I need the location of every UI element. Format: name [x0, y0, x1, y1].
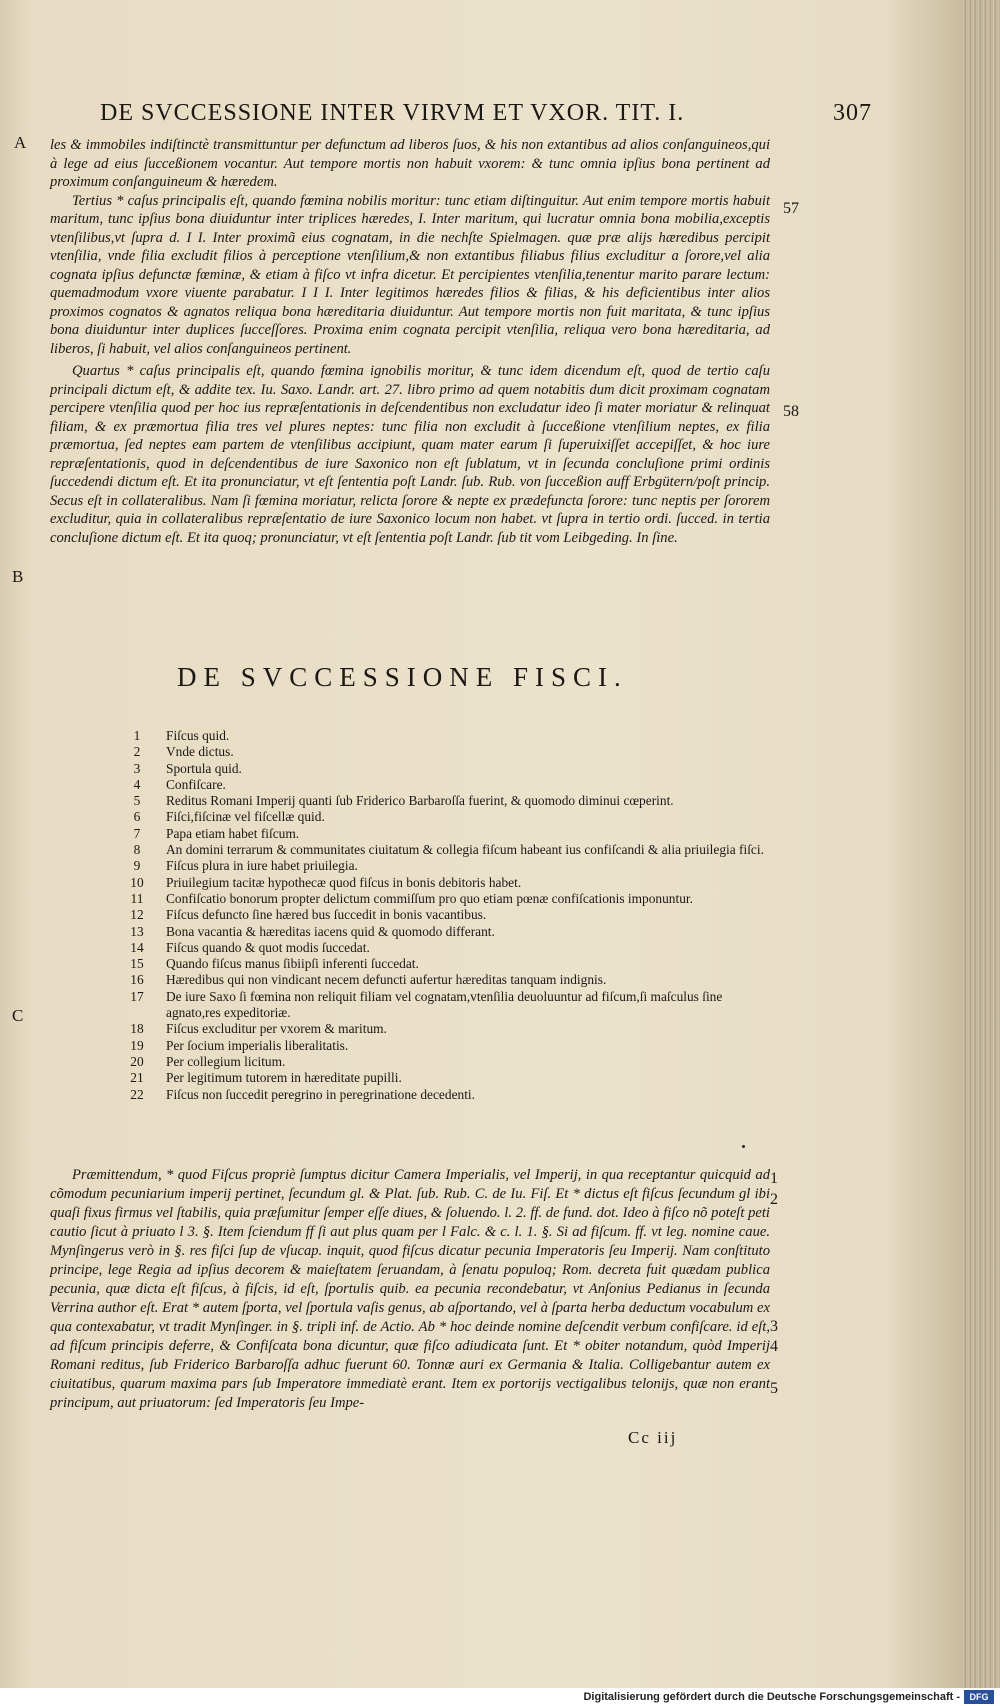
summary-number: 1 — [133, 728, 141, 743]
margin-number-57: 57 — [783, 200, 799, 217]
summary-item — [126, 826, 766, 842]
summary-item — [126, 858, 766, 874]
summary-number: 22 — [130, 1086, 144, 1102]
ink-dot — [742, 1145, 745, 1148]
margin-number-4: 4 — [770, 1338, 778, 1355]
summary-item — [126, 1087, 766, 1103]
summary-item — [126, 777, 766, 793]
summary-text: Fiſcus quando & quot modis ſuccedat. — [166, 939, 370, 955]
summary-number: 21 — [130, 1070, 144, 1086]
summary-text: Fiſcus excluditur per vxorem & maritum. — [166, 1021, 387, 1037]
summary-text: Vnde dictus. — [166, 744, 234, 760]
paragraph-tertius: Tertius * caſus principalis eſt, quando fœmina nobilis moritur: tunc etiam diſtinguitur. Aut enim tempore mortis habuit maritum, tunc ipſius bona diuiduntur inter triplices hæredes, I. Inter maritum, qui lucratur omnia bona mobilia,exceptis vtenſilibus,vt ſupra d. I I. Inter proximã eius cognatam, in die nechſte Spielmagen. quæ præ alijs hæredibus percipit vtenſilia, vnde filia excludit filios à perceptione vtenſilium,& non extantibus filiabus filius excluditur a ſorore,vel alia cognata ipſius defunctæ fœminæ, & etiam à fiſco vt infra dicetur. Et percipientes vtenſilia,tenentur marito parare lectum: quemadmodum vxore viuente parabatur. I I I. Inter legitimos hæredes filios & filias, & his deficientibus inter alios proximos cognatos & agnatos reliqua bona hæreditaria diuiduntur. Aut tempore mortis non fuit maritata, & tunc ipſius bona diuiduntur inter duplices ſucceſſores. Proxima enim cognata percipit vtenſilia, reliqua vero bona hæreditaria, ad liberos, ſi habuit, vel alios conſanguineos pertinent. — [50, 192, 770, 357]
margin-letter-b: B — [12, 567, 24, 586]
summary-number: 15 — [130, 956, 144, 972]
summary-item — [126, 956, 766, 972]
summary-number: 6 — [133, 809, 141, 825]
summary-item — [126, 744, 766, 760]
summary-number: 5 — [133, 793, 141, 809]
summary-item — [126, 761, 766, 777]
margin-number-58: 58 — [783, 403, 799, 420]
summary-number: 17 — [130, 988, 144, 1004]
lower-text — [50, 1166, 770, 1413]
summary-number: 12 — [130, 907, 144, 923]
margin-number-2: 2 — [770, 1191, 778, 1208]
summary-text: Fiſcus defuncto ſine hæred bus ſuccedit in bonis vacantibus. — [166, 907, 487, 923]
summary-item — [126, 924, 766, 940]
summary-number: 2 — [133, 744, 141, 760]
summary-item — [126, 809, 766, 825]
summary-item — [126, 1021, 766, 1037]
summary-text: Per ſocium imperialis liberalitatis. — [166, 1037, 349, 1053]
summary-number: 19 — [130, 1037, 144, 1053]
summary-text: Fiſci,fiſcinæ vel fiſcellæ quid. — [166, 809, 325, 825]
summary-text: An domini terrarum & communitates ciuitatum & collegia fiſcum habeant ius confiſcandi & alia priuilegia fiſci. — [166, 842, 764, 858]
summary-item — [126, 940, 766, 956]
summary-number: 13 — [130, 923, 144, 939]
margin-number-1: 1 — [770, 1170, 778, 1187]
summary-item — [126, 972, 766, 988]
summary-number: 10 — [130, 874, 144, 890]
summary-text: Fiſcus non ſuccedit peregrino in peregrinatione decedenti. — [166, 1086, 475, 1102]
summary-number: 8 — [133, 842, 141, 858]
summary-text: Quando fiſcus manus ſibiipſi inferenti ſuccedat. — [166, 956, 419, 972]
margin-number-3: 3 — [770, 1318, 778, 1335]
summary-text: Reditus Romani Imperij quanti ſub Friderico Barbaroſſa fuerint, & quomodo diminui cœperint. — [166, 793, 674, 809]
summary-item — [126, 891, 766, 907]
summary-number: 3 — [133, 760, 141, 776]
margin-letter-c: C — [12, 1006, 24, 1025]
summary-number: 18 — [130, 1021, 144, 1037]
summary-item — [126, 1070, 766, 1086]
footer-bar — [0, 1688, 1000, 1706]
summary-item — [126, 989, 766, 1022]
summary-item — [126, 728, 766, 744]
summary-text: Sportula quid. — [166, 760, 242, 776]
paragraph-praemittendum: Præmittendum, * quod Fiſcus propriè ſumptus dicitur Camera Imperialis, vel Imperij, in qua receptantur quicquid ad cõmodum pecuniarium imperij pertinet, ſecundum gl. & Plat. ſub. Rub. C. de Iu. Fiſ. Et * dictus eſt fiſcus ſecundum gl ibi quaſi fixus firmus vel ſtabilis, quia præſumitur ſemper eſſe diues, & ſoluendo. l. 2. ff. de fund. dot. Ideo à fiſco nõ poteſt peti cautio ſicut à priuato l 3. §. Item ſciendum ff ſi aut plus quam per l Falc. & c. l. 1. §. Si ad fiſcum. ff. vt leg. nomine caue. Mynſingerus verò in §. res fiſci ſup de vſucap. inquit, quod fiſcus dicatur pecunia Imperatoris ſeu Imperij. Nam conſtituto principe, lege Regia ad ipſius decorem & maieſtatem ſeruandam, à ſenatu populoq; Rom. decreta fuit quædam publica pecunia, quæ dicta eſt fiſcus, à fiſcis, id eſt, ſportulis quib. ea pecunia recondebatur, vt Anſonius Pedianus in ſecunda Verrina author eſt. Erat * autem ſporta, vel ſportula vaſis genus, ab aſportando, vel à ſparta herba deductum vocabulum ex qua contexabatur, vt tradit Mynſinger. in §. tripli inf. de Actio. Ab * hoc deinde nomine deſcendit verbum confiſcare. id eſt, ad fiſcum principis deferre, & Confiſcata bona dicuntur, quæ fiſco adiudicata ſunt. Et * obiter notandum, quòd Imperij Romani reditus, ſub Friderico Barbaroſſa adhuc fuerunt 60. Tonnæ auri ex Germania & Italia. Colligebantur autem ex ciuitatibus, quarum maxima pars ſub Imperatore immediatè erant. Item ex portorijs vectigalibus telonijs, quæ non erant principum, aut priuatorum: ſed Imperatoris ſeu Impe- — [50, 1167, 770, 1411]
summary-text: Fiſcus plura in iure habet priuilegia. — [166, 858, 358, 874]
paragraph-quartus: Quartus * caſus principalis eſt, quando fœmina ignobilis moritur, & tunc idem dicendum eſt, quod de tertio caſu principali dictum eſt, & addite tex. Iu. Saxo. Landr. art. 27. libro primo ad quem notabitis dum dicit proximam cognatam percipere vtenſilia quod per hoc ius repræſentationis in deſcendentibus non excludatur ideo ſi mater moriatur & relinquat filiam, & ex præmortua filia tres vel plures neptes: tunc filia non excludit à ſucceßione vtenſilium neptes, ex filia præmortua, ſed neptes eam partem de vtenſilibus accipiunt, quam mater earum ſi ſuperuixiſſet accepiſſet, & hoc iure repræſentationis, quod in deſcendentibus de iure Saxonico non eſt ſublatum, vt in ſecunda concluſione primi ordinis ſuccedendi dictum eſt. Et ita pronunciatur, vt eſt ſententia poſt Landr. ſub. Rub. von ſucceßion auff Erbgütern/poſt princip. Secus eſt in collateralibus. Nam ſi fœmina moriatur, relicta ſorore & nepte ex prædefuncta ſorore: tunc neptis per ſororem excluditur, quia in collateralibus repræſentatio de iure Saxonico locum non habet. vt ſupra in tertio ordi. ſucced. in tertia concluſione dictum eſt. Et ita quoq; pronunciatur, vt eſt ſententia poſt Landr. ſub tit vom Leibgeding. In ſine. — [50, 363, 770, 546]
summary-number: 7 — [133, 825, 141, 841]
summary-list — [126, 728, 766, 1103]
summary-text: De iure Saxo ſi fœmina non reliquit filiam vel cognatam,vtenſilia deuoluuntur ad fiſcum,ſi maſculus ſine agnato,res expeditoriæ. — [166, 988, 723, 1021]
summary-text: Confiſcatio bonorum propter delictum commiſſum pro quo etiam pœnæ confiſcationis imponuntur. — [166, 890, 693, 906]
summary-number: 16 — [130, 972, 144, 988]
upper-text — [50, 136, 770, 547]
page-number: 307 — [833, 100, 872, 126]
summary-item — [126, 1054, 766, 1070]
summary-item — [126, 1038, 766, 1054]
summary-number: 4 — [133, 776, 141, 792]
summary-item — [126, 793, 766, 809]
signature-mark: Cc iij — [628, 1428, 678, 1447]
summary-item — [126, 907, 766, 923]
summary-number: 9 — [133, 858, 141, 874]
summary-number: 14 — [130, 939, 144, 955]
margin-letter-a: A — [14, 133, 27, 152]
margin-number-5: 5 — [770, 1380, 778, 1397]
footer-text: Digitalisierung gefördert durch die Deutsche Forschungsgemeinschaft - — [583, 1691, 960, 1703]
running-head-title: DE SVCCESSIONE INTER VIRVM ET VXOR. TIT. I. — [100, 100, 685, 126]
summary-item — [126, 875, 766, 891]
summary-item — [126, 842, 766, 858]
summary-text: Per collegium licitum. — [166, 1053, 286, 1069]
summary-text: Confiſcare. — [166, 776, 226, 792]
summary-text: Priuilegium tacitæ hypothecæ quod fiſcus in bonis debitoris habet. — [166, 874, 522, 890]
summary-text: Per legitimum tutorem in hæreditate pupilli. — [166, 1070, 402, 1086]
summary-text: Hæredibus qui non vindicant necem defuncti aufertur hæreditas tanquam indignis. — [166, 972, 607, 988]
dfg-logo: DFG — [964, 1690, 994, 1704]
running-head — [100, 100, 900, 130]
paragraph-continuation: les & immobiles indiſtinctè transmittuntur per defunctum ad liberos ſuos, & his non extantibus ad alios conſanguineos,qui à lege ad eius ſucceßionem vocantur. Aut tempore mortis non habuit vxorem: & tunc omnia ipſius bona pertinent ad proximum conſanguineum & hæredem. — [50, 137, 770, 190]
summary-text: Papa etiam habet fiſcum. — [166, 825, 300, 841]
summary-text: Bona vacantia & hæreditas iacens quid & quomodo differant. — [166, 923, 495, 939]
book-edge — [962, 0, 1000, 1688]
summary-number: 20 — [130, 1053, 144, 1069]
summary-text: Fiſcus quid. — [166, 728, 230, 743]
summary-number: 11 — [130, 890, 144, 906]
section-title: DE SVCCESSIONE FISCI. — [177, 662, 628, 692]
